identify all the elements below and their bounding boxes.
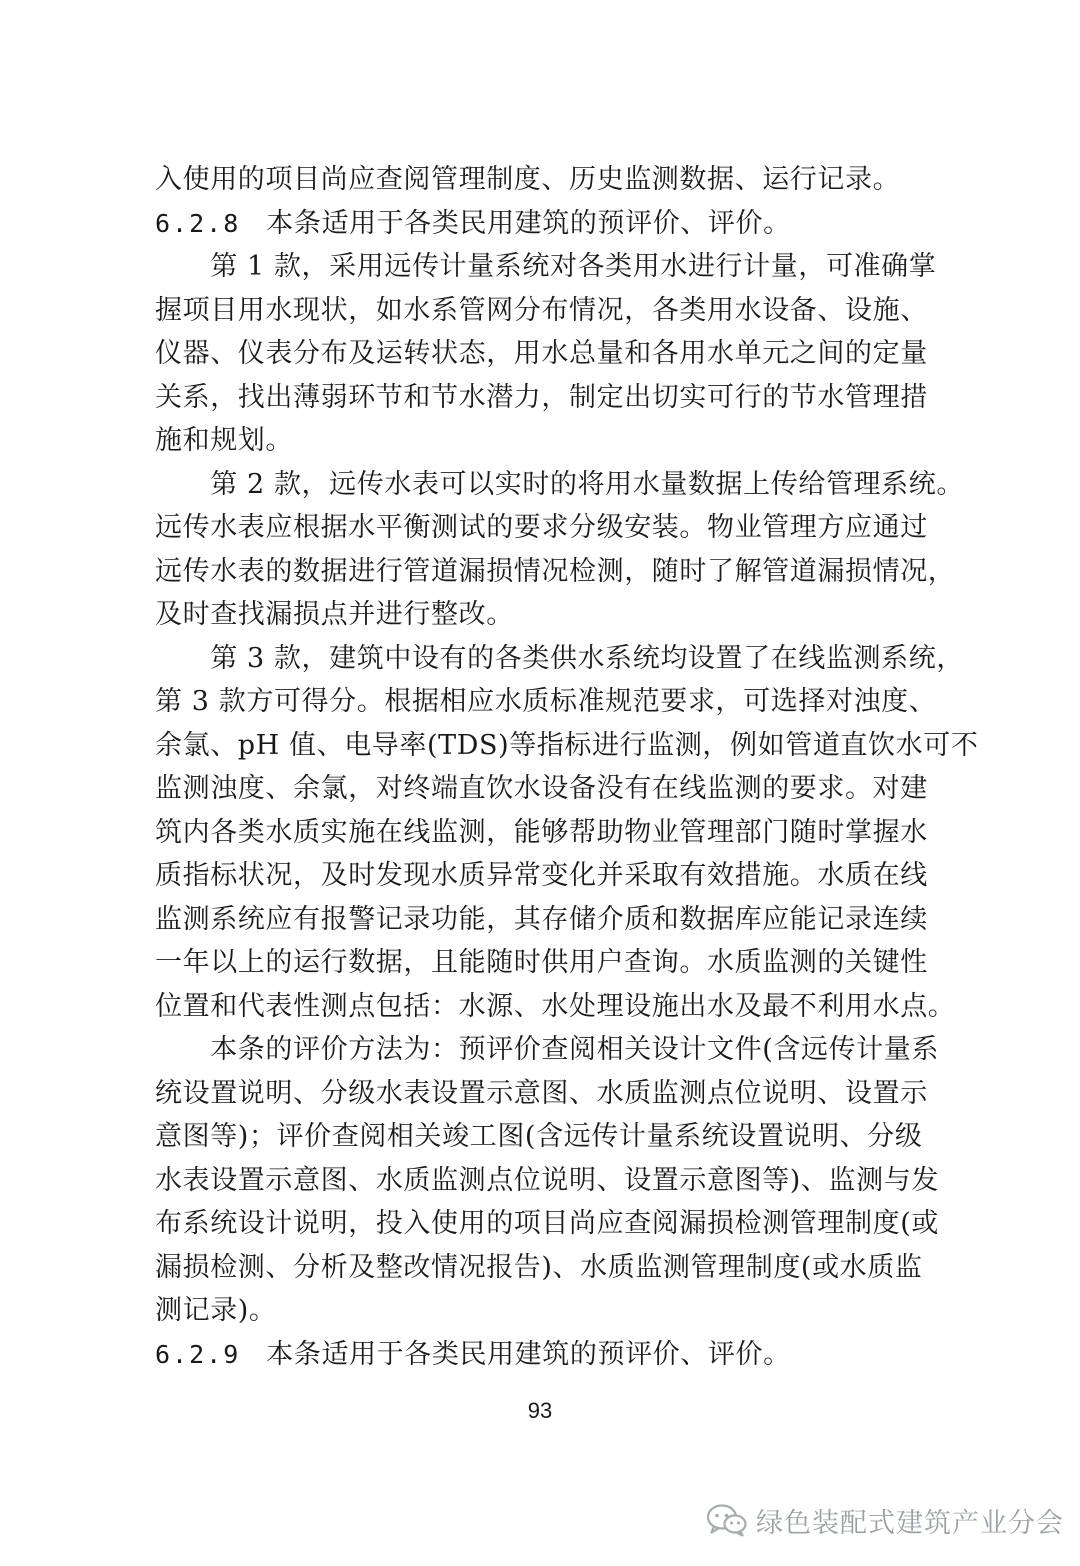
watermark-text: 绿色装配式建筑产业分会 xyxy=(756,1507,1064,1539)
section-number: 6.2.8 xyxy=(155,208,241,238)
text-line: 本条的评价方法为：预评价查阅相关设计文件(含远传计量系 xyxy=(155,1034,939,1065)
text-line: 仪器、仪表分布及运转状态，用水总量和各用水单元之间的定量 xyxy=(155,338,928,369)
text-line: 监测系统应有报警记录功能，其存储介质和数据库应能记录连续 xyxy=(155,903,928,935)
text-line: 关系，找出薄弱环节和节水潜力，制定出切实可行的节水管理措 xyxy=(155,381,928,413)
text-line: 水表设置示意图、水质监测点位说明、设置示意图等)、监测与发 xyxy=(155,1164,939,1196)
document-body xyxy=(155,158,979,1376)
text-line: 统设置说明、分级水表设置示意图、水质监测点位说明、设置示 xyxy=(155,1077,928,1109)
text-line: 及时查找漏损点并进行整改。 xyxy=(155,599,514,630)
text-line: 余氯、pH 值、电导率(TDS)等指标进行监测，例如管道直饮水可不 xyxy=(155,729,979,761)
text-line: 意图等)；评价查阅相关竣工图(含远传计量系统设置说明、分级 xyxy=(155,1121,923,1152)
text-line: 监测浊度、余氯，对终端直饮水设备没有在线监测的要求。对建 xyxy=(155,773,928,804)
text-line: 握项目用水现状，如水系管网分布情况，各类用水设备、设施、 xyxy=(155,294,928,326)
text-line: 第 3 款，建筑中设有的各类供水系统均设置了在线监测系统， xyxy=(155,642,964,674)
text-line: 第 2 款，远传水表可以实时的将用水量数据上传给管理系统。 xyxy=(155,468,964,500)
text-line: 第 3 款方可得分。根据相应水质标准规范要求，可选择对浊度、 xyxy=(155,686,937,717)
text-line: 远传水表应根据水平衡测试的要求分级安装。物业管理方应通过 xyxy=(155,512,928,543)
wechat-icon xyxy=(706,1503,748,1537)
section-heading-text: 本条适用于各类民用建筑的预评价、评价。 xyxy=(266,207,791,239)
text-line: 质指标状况，及时发现水质异常变化并采取有效措施。水质在线 xyxy=(155,860,928,891)
section-heading-text: 本条适用于各类民用建筑的预评价、评价。 xyxy=(266,1338,791,1370)
text-line: 测记录)。 xyxy=(155,1295,277,1326)
page-number: 93 xyxy=(527,1398,553,1423)
watermark xyxy=(706,1500,1064,1540)
text-line: 位置和代表性测点包括：水源、水处理设施出水及最不利用水点。 xyxy=(155,990,956,1022)
text-line: 远传水表的数据进行管道漏损情况检测，随时了解管道漏损情况， xyxy=(155,555,956,587)
text-line: 漏损检测、分析及整改情况报告)、水质监测管理制度(或水质监 xyxy=(155,1251,923,1283)
section-heading-6-2-9 xyxy=(155,1333,967,1377)
text-line: 入使用的项目尚应查阅管理制度、历史监测数据、运行记录。 xyxy=(155,164,901,195)
text-line: 施和规划。 xyxy=(155,425,293,456)
text-line: 筑内各类水质实施在线监测，能够帮助物业管理部门随时掌握水 xyxy=(155,816,928,848)
section-number: 6.2.9 xyxy=(155,1339,241,1369)
text-line: 第 1 款，采用远传计量系统对各类用水进行计量，可准确掌 xyxy=(155,251,937,282)
text-line: 布系统设计说明，投入使用的项目尚应查阅漏损检测管理制度(或 xyxy=(155,1208,939,1239)
text-line: 一年以上的运行数据，且能随时供用户查询。水质监测的关键性 xyxy=(155,947,928,978)
section-heading-6-2-8 xyxy=(155,202,967,246)
